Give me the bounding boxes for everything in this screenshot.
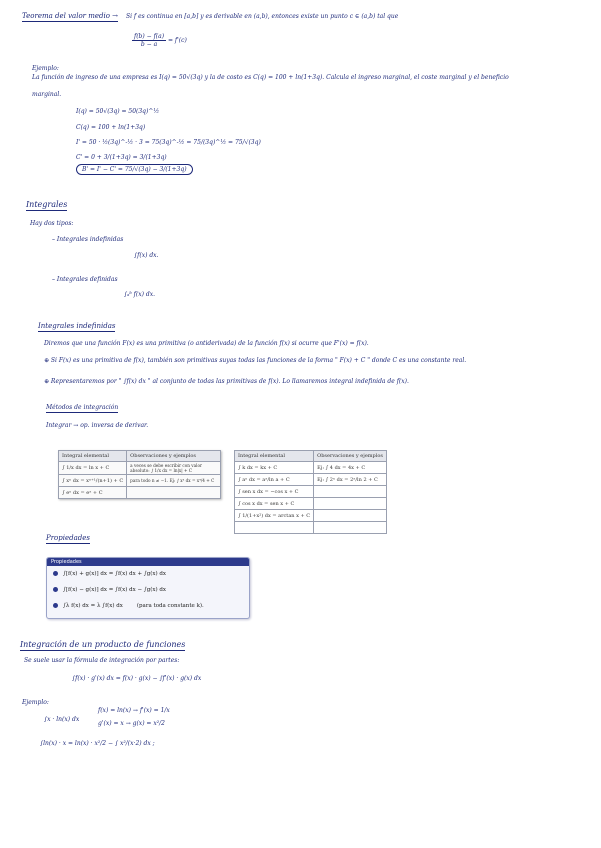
partes-formula: ∫f(x) · g'(x) dx = f(x) · g(x) − ∫f'(x) · g(x) dx <box>72 675 202 682</box>
table-cell: Ej: ∫ 4 dx = 4x + C <box>314 462 387 474</box>
partes-ex-result: ∫ln(x) · x = ln(x) · x²/2 − ∫ x²/(x·2) dx ; <box>40 740 155 747</box>
table1-header: Integral elemental <box>59 451 127 462</box>
propiedades-box <box>46 557 250 619</box>
example1-line1: La función de ingreso de una empresa es I(q) = 50√(3q) y la de costo es C(q) = 100 + ln(1+3q). Calcula el ingreso marginal, el coste marginal y el beneficio <box>32 74 509 81</box>
table2-header: Integral elemental <box>235 451 314 462</box>
tvm-statement: Si f es continua en [a,b] y es derivable en (a,b), entonces existe un punto c ∈ (a,b) tal que <box>126 13 399 20</box>
integrals-table-1 <box>58 450 221 499</box>
indefinidas-p2: ⊕ Si F(x) es una primitiva de f(x), también son primitivas suyas todas las funciones de la forma " F(x) + C " donde C es una constante real. <box>44 357 467 364</box>
metodos-line: Integrar → op. inversa de derivar. <box>46 422 149 429</box>
table-row <box>235 486 387 498</box>
metodos-title: Métodos de integración <box>46 404 119 411</box>
bullet-icon <box>53 571 58 576</box>
table-cell <box>314 510 387 522</box>
table-cell: Ej: ∫ 2ˣ dx = 2ˣ/ln 2 + C <box>314 474 387 486</box>
table-cell: ∫ cos x dx = sen x + C <box>235 498 314 510</box>
table-row <box>235 510 387 522</box>
example1-eq5: B' = I' − C' = 75/√(3q) − 3/(1+3q) <box>76 166 193 173</box>
partes-example-label: Ejemplo: <box>22 699 49 706</box>
indefinidas-p3: ⊕ Representaremos por " ∫f(x) dx " al conjunto de todas las primitivas de f(x). Lo llamaremos integral indefinida de f(x). <box>44 378 409 385</box>
table-cell <box>127 487 221 499</box>
propiedad-item: ∫λ f(x) dx = λ ∫f(x) dx (para toda constante k). <box>53 603 204 609</box>
table2-header: Observaciones y ejemplos <box>314 451 387 462</box>
example1-eq2: C(q) = 100 + ln(1+3q) <box>76 124 146 131</box>
integrales-type2: – Integrales definidas <box>52 276 118 283</box>
integrales-type1: – Integrales indefinidas <box>52 236 124 243</box>
table-cell <box>235 522 314 534</box>
table-row <box>235 522 387 534</box>
table-cell: ∫ k dx = kx + C <box>235 462 314 474</box>
table-row <box>235 474 387 486</box>
table1-header: Observaciones y ejemplos <box>127 451 221 462</box>
tvm-formula: $\frac{f(b) - f(a)}{b - a}$ = f'(c) <box>134 33 187 48</box>
table-cell <box>314 498 387 510</box>
indefinidas-p1: Diremos que una función F(x) es una primitiva (o antiderivada) de la función f(x) si ocurre que F'(x) = f(x). <box>44 340 369 347</box>
table-cell: ∫ sen x dx = −cos x + C <box>235 486 314 498</box>
table-cell <box>314 486 387 498</box>
table-row <box>59 462 221 475</box>
example1-eq4: C' = 0 + 3/(1+3q) = 3/(1+3q) <box>76 154 167 161</box>
table-row <box>59 475 221 487</box>
table-row <box>235 498 387 510</box>
integrales-type1-expr: ∫f(x) dx. <box>134 252 159 259</box>
bullet-icon <box>53 587 58 592</box>
table-row <box>235 462 387 474</box>
example1-label: Ejemplo: <box>32 65 59 72</box>
example1-eq3: I' = 50 · ½(3q)^-½ · 3 = 75(3q)^-½ = 75/(3q)^½ = 75/√(3q) <box>76 139 261 146</box>
propiedades-box-title: Propiedades <box>47 558 249 566</box>
table-cell: a veces se debe escribir con valor absoluto: ∫ 1/x dx = ln|x| + C <box>127 462 221 475</box>
example1-eq1: I(q) = 50√(3q) = 50(3q)^½ <box>76 108 160 115</box>
partes-ex-integral: ∫x · ln(x) dx <box>44 716 80 723</box>
propiedad-item: ∫[f(x) − g(x)] dx = ∫f(x) dx − ∫g(x) dx <box>53 587 166 593</box>
table-cell: ∫ eˣ dx = eˣ + C <box>59 487 127 499</box>
table-cell: ∫ xⁿ dx = xⁿ⁺¹/(n+1) + C <box>59 475 127 487</box>
bullet-icon <box>53 603 58 608</box>
integrales-type2-expr: ∫ₐᵇ f(x) dx. <box>124 291 156 298</box>
table-cell: ∫ 1/x dx = ln x + C <box>59 462 127 475</box>
table-cell <box>314 522 387 534</box>
partes-intro: Se suele usar la fórmula de integración por partes: <box>24 657 180 664</box>
table-row <box>59 487 221 499</box>
integrales-title: Integrales <box>26 200 68 209</box>
propiedad-item: ∫[f(x) + g(x)] dx = ∫f(x) dx + ∫g(x) dx <box>53 571 166 577</box>
tvm-title: Teorema del valor medio → <box>22 12 119 20</box>
table-cell: ∫ 1/(1+x²) dx = arctan x + C <box>235 510 314 522</box>
propiedades-title: Propiedades <box>46 534 91 542</box>
integrales-intro: Hay dos tipos: <box>30 220 74 227</box>
partes-ex-g: g'(x) = x → g(x) = x²/2 <box>98 720 165 727</box>
indefinidas-title: Integrales indefinidas <box>38 322 116 330</box>
partes-ex-f: f(x) = ln(x) → f'(x) = 1/x <box>98 707 170 714</box>
partes-title: Integración de un producto de funciones <box>20 640 186 649</box>
example1-line2: marginal. <box>32 91 62 98</box>
integrals-table-2 <box>234 450 387 534</box>
table-cell: ∫ aˣ dx = aˣ/ln a + C <box>235 474 314 486</box>
table-cell: para todo n ≠ −1. Ej: ∫ x³ dx = x⁴/4 + C <box>127 475 221 487</box>
